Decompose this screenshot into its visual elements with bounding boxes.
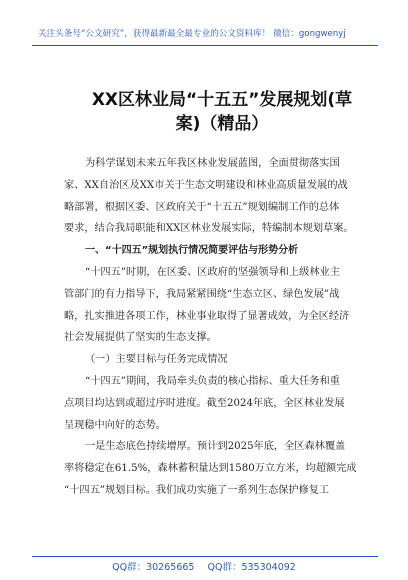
footer-qq-group-2: QQ群：535304092: [207, 562, 296, 573]
body-line: 率将稳定在61.5%，森林蓄积量达到1580万立方米，均超额完成: [64, 463, 357, 475]
header-banner: 关注头条号“公文研究”，获得最新最全最专业的公文资料库！ 微信：gongwenyj: [38, 29, 346, 39]
body-line: 一是生态底色持续增厚。预计到2025年底，全区森林覆盖: [85, 441, 346, 453]
body-line: 家、XX自治区及XX市关于生态文明建设和林业高质量发展的战: [64, 179, 348, 191]
body-line: 略，扎实推进各项工作，林业事业取得了显著成效，为全区经济: [64, 310, 350, 322]
title-line-2: 案)（精品）: [175, 114, 269, 134]
body-line: 为科学谋划未来五年我区林业发展蓝图，全面贯彻落实国: [85, 158, 340, 169]
document-title: [72, 88, 372, 136]
footer-qq-group-1: QQ群：30265665: [112, 562, 195, 573]
footer: [0, 559, 408, 573]
body-line: 要求，结合我局职能和XX区林业发展实际，特编制本规划草案。: [64, 223, 354, 235]
body-line: 略部署，根据区委、区政府关于“十五五”规划编制工作的总体: [64, 201, 340, 213]
title-line-1: XX区林业局“十五五”发展规划(草: [91, 90, 353, 110]
footer-divider: [32, 556, 378, 557]
document-body: [64, 153, 369, 502]
body-line: 点项目均达到或超过序时进度。截至2024年底，全区林业发展: [64, 397, 345, 409]
section-heading: 一、“十四五”规划执行情况简要评估与形势分析: [85, 245, 299, 257]
subsection-heading: （一）主要目标与任务完成情况: [85, 354, 228, 366]
body-line: “十四五”规划目标。我们成功实施了一系列生态保护修复工: [64, 484, 330, 496]
body-line: 社会发展提供了坚实的生态支撑。: [64, 332, 217, 344]
body-line: “十四五”期间，我局牵头负责的核心指标、重大任务和重: [85, 375, 340, 387]
body-line: 呈现稳中向好的态势。: [64, 419, 166, 431]
header-divider: [32, 45, 378, 46]
body-line: 管部门的有力指导下，我局紧紧围绕“生态立区、绿色发展”战: [64, 288, 340, 300]
body-line: “十四五”时期，在区委、区政府的坚强领导和上级林业主: [85, 266, 340, 278]
